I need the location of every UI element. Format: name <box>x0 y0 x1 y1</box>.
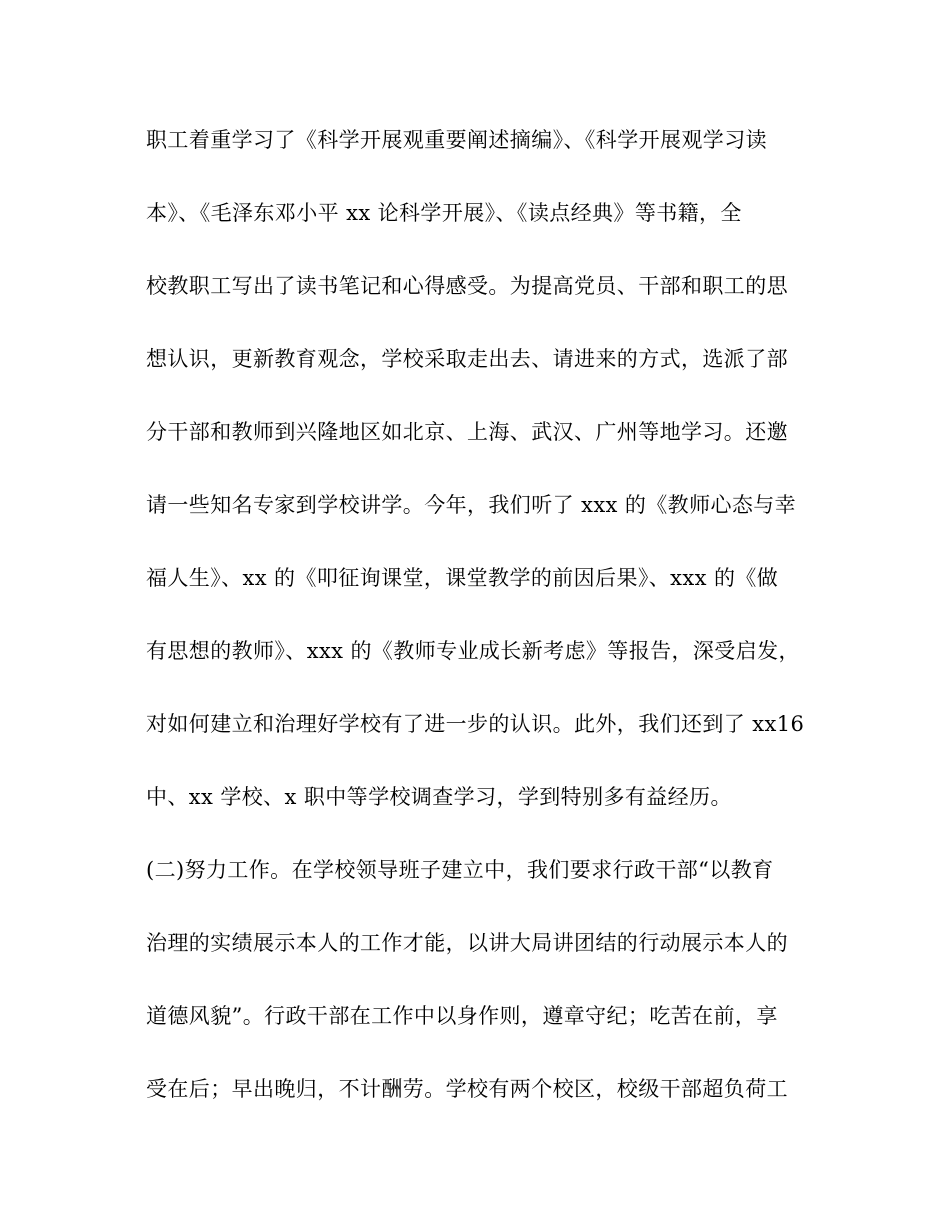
text-line: 请一些知名专家到学校讲学。今年，我们听了 xxx 的《教师心态与幸 <box>146 493 797 517</box>
text-line: 分干部和教师到兴隆地区如北京、上海、武汉、广州等地学习。还邀 <box>146 420 788 444</box>
text-line: 职工着重学习了《科学开展观重要阐述摘编》、《科学开展观学习读 <box>146 128 767 152</box>
text-line: 中、xx 学校、x 职中等学校调查学习，学到特别多有益经历。 <box>146 785 732 809</box>
text-line: 本》、《毛泽东邓小平 xx 论科学开展》、《读点经典》等书籍，全 <box>146 201 742 225</box>
text-line: 有思想的教师》、xxx 的《教师专业成长新考虑》等报告，深受启发， <box>146 639 800 663</box>
text-line: 福人生》、xx 的《叩征询课堂，课堂教学的前因后果》、xxx 的《做 <box>146 566 779 590</box>
text-line: 受在后；早出晚归，不计酬劳。学校有两个校区，校级干部超负荷工 <box>146 1077 788 1101</box>
text-line: 想认识，更新教育观念，学校采取走出去、请进来的方式，选派了部 <box>146 347 788 371</box>
body-text <box>146 120 826 1142</box>
text-line: (二)努力工作。在学校领导班子建立中，我们要求行政干部“以教育 <box>146 858 774 882</box>
text-line: 校教职工写出了读书笔记和心得感受。为提高党员、干部和职工的思 <box>146 274 788 298</box>
text-line: 对如何建立和治理好学校有了进一步的认识。此外，我们还到了 xx16 <box>146 712 805 736</box>
text-line: 治理的实绩展示本人的工作才能，以讲大局讲团结的行动展示本人的 <box>146 931 788 955</box>
text-line: 道德风貌”。行政干部在工作中以身作则，遵章守纪；吃苦在前，享 <box>146 1004 778 1028</box>
